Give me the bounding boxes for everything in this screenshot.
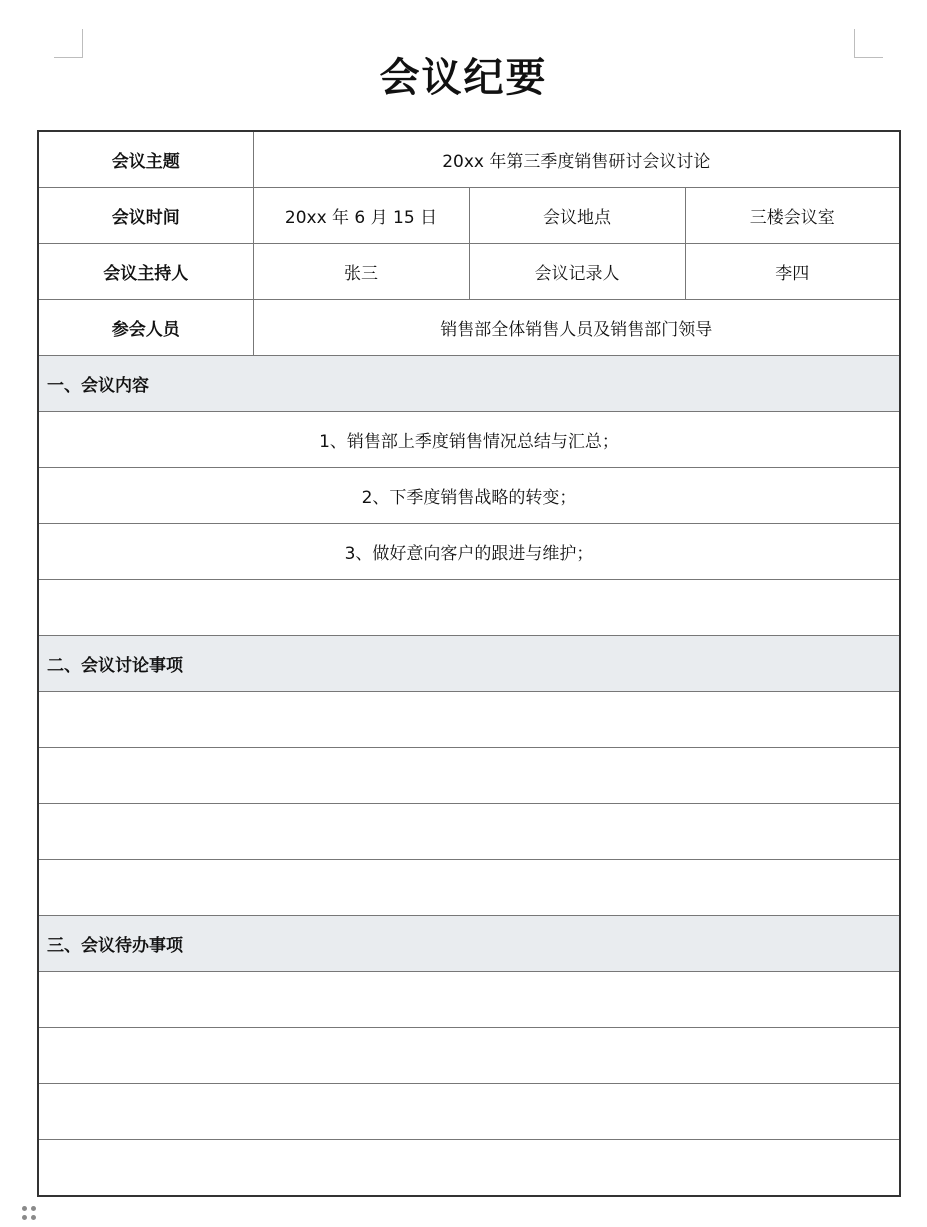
content-item[interactable] [38, 580, 900, 636]
discussion-item[interactable] [38, 804, 900, 860]
todo-item[interactable] [38, 972, 900, 1028]
section-title-todo: 三、会议待办事项 [38, 916, 900, 972]
discussion-row [38, 804, 900, 860]
todo-row [38, 1028, 900, 1084]
content-row [38, 580, 900, 636]
attendees-row [38, 300, 900, 356]
content-row [38, 524, 900, 580]
discussion-row [38, 860, 900, 916]
todo-item[interactable] [38, 1084, 900, 1140]
recorder-value[interactable]: 李四 [685, 244, 900, 300]
section-header-discussion [38, 636, 900, 692]
location-label: 会议地点 [469, 188, 685, 244]
discussion-item[interactable] [38, 748, 900, 804]
minutes-table [37, 130, 901, 1197]
section-title-content: 一、会议内容 [38, 356, 900, 412]
todo-row [38, 972, 900, 1028]
content-row [38, 468, 900, 524]
content-item[interactable]: 3、做好意向客户的跟进与维护； [38, 524, 900, 580]
discussion-row [38, 692, 900, 748]
topic-value[interactable]: 20xx 年第三季度销售研讨会议讨论 [253, 131, 900, 188]
recorder-label: 会议记录人 [469, 244, 685, 300]
host-recorder-row [38, 244, 900, 300]
todo-item[interactable] [38, 1140, 900, 1197]
time-location-row [38, 188, 900, 244]
drag-handle-icon[interactable] [22, 1206, 40, 1224]
discussion-item[interactable] [38, 692, 900, 748]
content-item[interactable]: 2、下季度销售战略的转变； [38, 468, 900, 524]
todo-item[interactable] [38, 1028, 900, 1084]
content-row [38, 412, 900, 468]
location-value[interactable]: 三楼会议室 [685, 188, 900, 244]
discussion-row [38, 748, 900, 804]
time-value[interactable]: 20xx 年 6 月 15 日 [253, 188, 469, 244]
content-item[interactable]: 1、销售部上季度销售情况总结与汇总； [38, 412, 900, 468]
attendees-label: 参会人员 [38, 300, 253, 356]
time-label: 会议时间 [38, 188, 253, 244]
document-title: 会议纪要 [379, 55, 548, 101]
section-title-discussion: 二、会议讨论事项 [38, 636, 900, 692]
section-header-todo [38, 916, 900, 972]
todo-row [38, 1084, 900, 1140]
attendees-value[interactable]: 销售部全体销售人员及销售部门领导 [253, 300, 900, 356]
topic-label: 会议主题 [38, 131, 253, 188]
host-value[interactable]: 张三 [253, 244, 469, 300]
topic-row [38, 131, 900, 188]
section-header-content [38, 356, 900, 412]
discussion-item[interactable] [38, 860, 900, 916]
todo-row [38, 1140, 900, 1197]
host-label: 会议主持人 [38, 244, 253, 300]
